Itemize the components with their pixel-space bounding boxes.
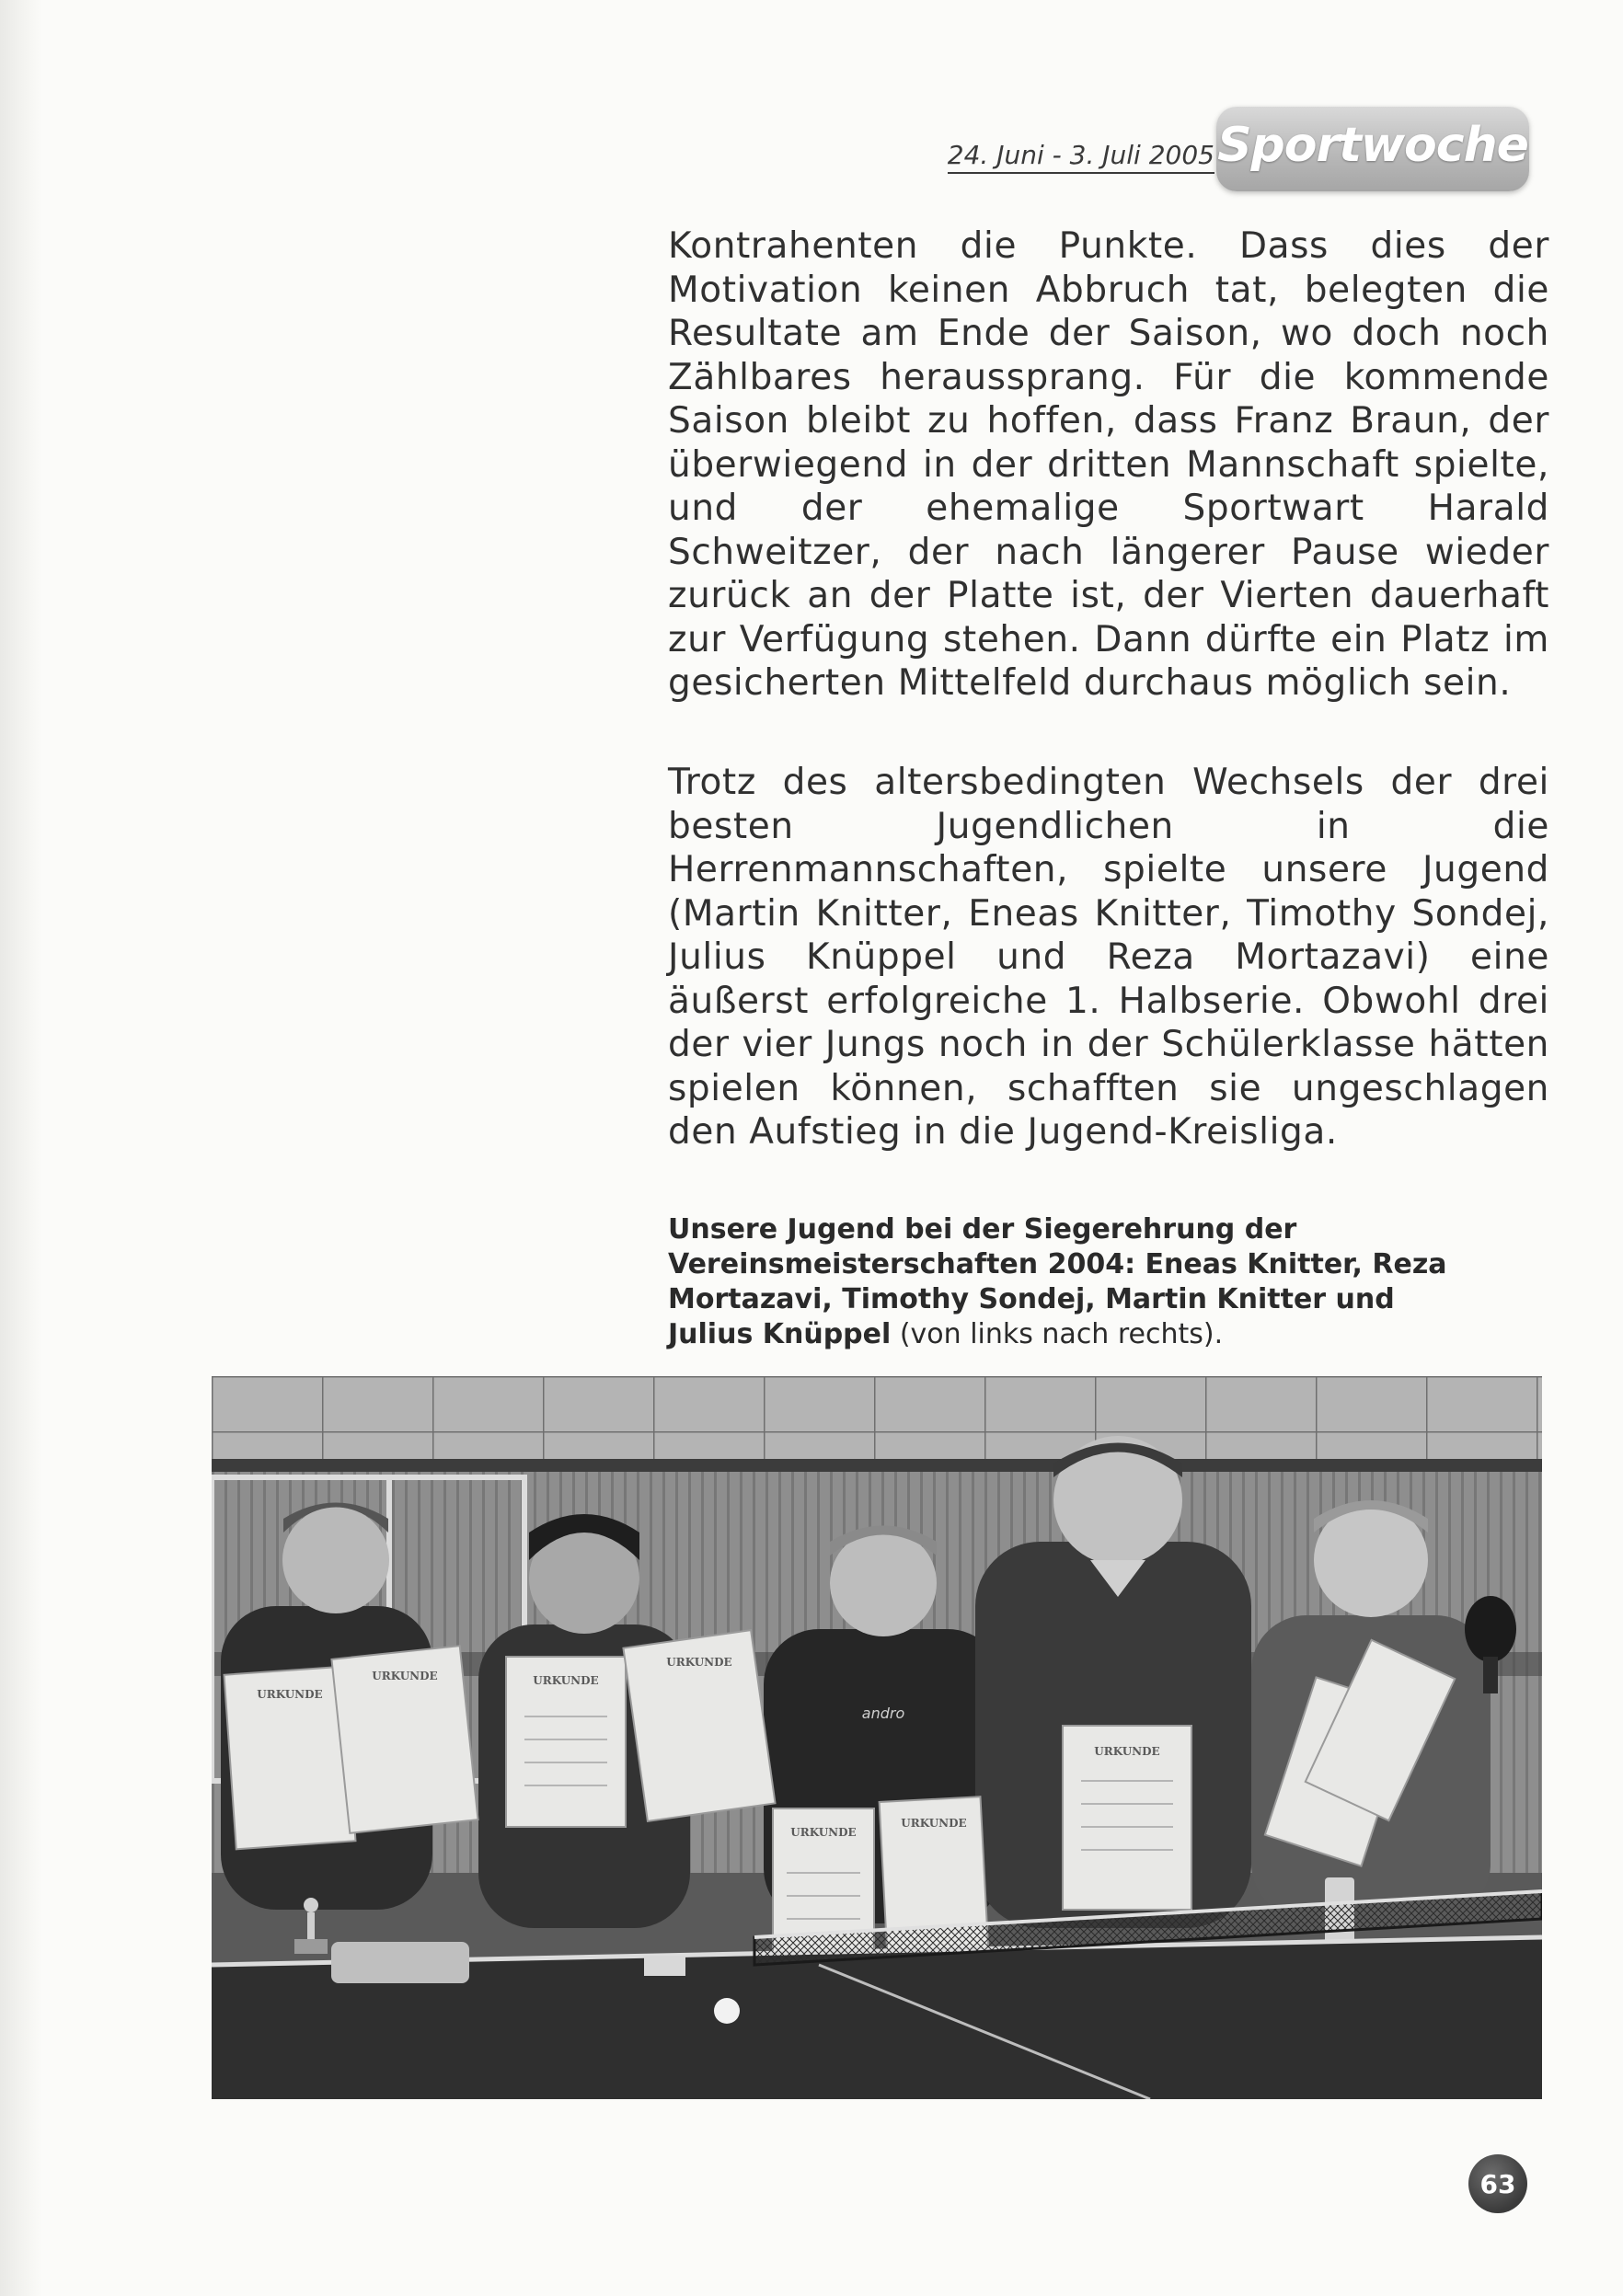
certificate-label: URKUNDE — [533, 1674, 599, 1687]
photo-caption — [668, 1212, 1478, 1352]
shirt-logo: andro — [861, 1705, 905, 1722]
article-paragraph-2: Trotz des altersbedingten Wechsels der drei besten Jugendlichen in die Herrenmannschaften, spielte unsere Jugend (Martin Knitter, Eneas Knitter, Timothy Sondej, Julius Knüppel und Reza Mortazavi) eine äußerst erfolgreiche 1. Halbserie. Obwohl drei der vier Jungs noch in der Schülerklasse hätten spielen können, schafften sie ungeschlagen den Aufstieg in die Jugend-Kreisliga. — [668, 762, 1549, 1153]
team-photo-illustration — [212, 1376, 1542, 2099]
certificate-label: URKUNDE — [1094, 1745, 1160, 1758]
brand-name: Sportwoche — [1217, 118, 1528, 173]
certificate-label: URKUNDE — [257, 1688, 323, 1701]
certificate-label: URKUNDE — [901, 1817, 967, 1830]
brand-logo — [1216, 107, 1529, 191]
article-paragraph-1: Kontrahenten die Punkte. Dass dies der Motivation keinen Abbruch tat, belegten die Resultate am Ende der Saison, wo doch noch Zählbares heraussprang. Für die kommende Saison bleibt zu hoffen, dass Franz Braun, der überwiegend in der dritten Mannschaft spielte, und der ehemalige Sportwart Harald Schweitzer, der nach längerer Pause wieder zurück an der Platte ist, der Vierten dauerhaft zur Verfügung stehen. Dann dürfte ein Platz im gesicherten Mittelfeld durchaus möglich sein. — [668, 225, 1549, 704]
caption-normal: (von links nach rechts). — [891, 1318, 1224, 1350]
page-header — [902, 101, 1546, 202]
scan-edge — [0, 0, 42, 2296]
certificate-label: URKUNDE — [666, 1656, 732, 1669]
caption-bold: Unsere Jugend bei der Siegerehrung der Vereinsmeisterschaften 2004: Eneas Knitter, Reza Mortazavi, Timothy Sondej, Martin Knitter und Julius Knüppel — [668, 1213, 1447, 1350]
issue-date: 24. Juni - 3. Juli 2005 — [948, 140, 1214, 174]
certificate-label: URKUNDE — [790, 1826, 857, 1839]
team-photo — [212, 1376, 1542, 2099]
page-number: 63 — [1468, 2154, 1527, 2213]
certificate-label: URKUNDE — [372, 1670, 438, 1682]
